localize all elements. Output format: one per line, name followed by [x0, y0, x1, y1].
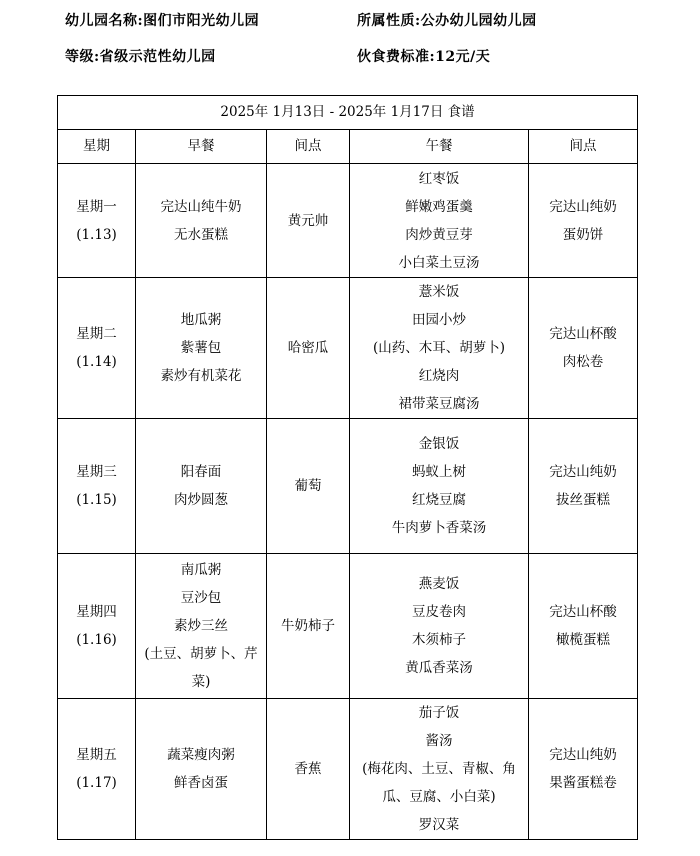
- menu-item: 素炒有机菜花: [160, 368, 242, 384]
- menu-item: 茄子饭: [418, 705, 460, 721]
- menu-item: 燕麦饭: [418, 576, 460, 592]
- nature-value: 公办幼儿园幼儿园: [420, 13, 537, 29]
- menu-item: 蚂蚁上树: [412, 464, 466, 480]
- menu-item: 南瓜粥: [180, 562, 222, 578]
- menu-item: 牛奶柿子: [281, 618, 335, 634]
- menu-item: 肉松卷: [562, 354, 604, 370]
- menu-item: 完达山纯奶: [549, 198, 617, 215]
- breakfast-cell: [136, 164, 267, 278]
- menu-item: 菜): [191, 674, 211, 690]
- menu-table: [57, 95, 638, 840]
- menu-item: 红烧豆腐: [412, 492, 466, 508]
- menu-item: 薏米饭: [418, 284, 460, 300]
- menu-item: 豆皮卷肉: [412, 604, 466, 620]
- menu-item: 田园小炒: [412, 312, 466, 328]
- name-label: 幼儿园名称:: [65, 13, 144, 29]
- menu-item: 鲜嫩鸡蛋羹: [405, 198, 473, 215]
- menu-item: 完达山杯酸: [549, 604, 617, 620]
- level-label: 等级:: [65, 49, 100, 65]
- breakfast-cell: [136, 554, 267, 699]
- lunch-cell: [350, 278, 529, 419]
- menu-item: 阳春面: [180, 464, 222, 480]
- menu-item: 完达山杯酸: [549, 326, 617, 342]
- weekday-label: 星期四: [76, 604, 117, 620]
- menu-item: 地瓜粥: [180, 312, 222, 328]
- weekday-label: 星期一: [76, 198, 117, 215]
- menu-item: 豆沙包: [180, 590, 222, 606]
- menu-item: (土豆、胡萝卜、芹: [144, 646, 258, 662]
- weekday-label: 星期二: [76, 326, 117, 342]
- menu-item: 蔬菜瘦肉粥: [167, 747, 235, 763]
- snack-cell: [267, 419, 350, 554]
- menu-item: 香蕉: [294, 761, 322, 777]
- meal-fee: [357, 46, 490, 66]
- date-label: (1.14): [76, 354, 117, 370]
- weekday-cell: [58, 554, 136, 699]
- weekday-label: 星期五: [76, 747, 117, 763]
- menu-item: 哈密瓜: [287, 340, 329, 356]
- lunch-cell: [350, 699, 529, 840]
- table-row: [58, 699, 638, 840]
- table-row: [58, 419, 638, 554]
- menu-item: 红烧肉: [418, 368, 460, 384]
- menu-item: 瓜、豆腐、小白菜): [382, 789, 496, 805]
- menu-item: 鲜香卤蛋: [174, 775, 228, 791]
- menu-item: 完达山纯牛奶: [160, 198, 242, 215]
- weekday-cell: [58, 164, 136, 278]
- snack-cell: [267, 278, 350, 419]
- menu-item: 蛋奶饼: [562, 226, 604, 243]
- afternoon-snack-cell: [529, 419, 638, 554]
- breakfast-cell: [136, 699, 267, 840]
- kindergarten-nature: [357, 10, 537, 30]
- fee-label: 伙食费标准:: [357, 49, 436, 65]
- name-value: 图们市阳光幼儿园: [143, 13, 260, 29]
- afternoon-snack-cell: [529, 278, 638, 419]
- table-row: [58, 164, 638, 278]
- menu-item: 酱汤: [425, 733, 453, 749]
- column-header-afternoon-snack: 间点: [529, 130, 638, 164]
- menu-item: 裙带菜豆腐汤: [398, 396, 480, 412]
- menu-item: 果酱蛋糕卷: [549, 775, 617, 791]
- menu-item: 小白菜土豆汤: [398, 254, 480, 271]
- column-header-breakfast: 早餐: [136, 130, 267, 164]
- menu-item: 罗汉菜: [418, 817, 460, 833]
- menu-item: 木须柿子: [412, 632, 466, 648]
- table-row: [58, 554, 638, 699]
- breakfast-cell: [136, 278, 267, 419]
- column-header-weekday: 星期: [58, 130, 136, 164]
- menu-item: 黄瓜香菜汤: [405, 660, 473, 676]
- menu-item: 黄元帅: [287, 212, 329, 229]
- date-label: (1.15): [76, 492, 117, 508]
- menu-item: (梅花肉、土豆、青椒、角: [362, 761, 516, 777]
- table-row: [58, 278, 638, 419]
- afternoon-snack-cell: [529, 554, 638, 699]
- breakfast-cell: [136, 419, 267, 554]
- snack-cell: [267, 164, 350, 278]
- date-label: (1.13): [76, 226, 117, 243]
- menu-item: 肉炒圆葱: [174, 492, 228, 508]
- menu-item: (山药、木耳、胡萝卜): [372, 340, 506, 356]
- level-value: 省级示范性幼儿园: [99, 49, 216, 65]
- fee-value: 12元/天: [435, 49, 491, 65]
- menu-item: 肉炒黄豆芽: [405, 226, 473, 243]
- weekday-cell: [58, 419, 136, 554]
- menu-item: 紫薯包: [180, 340, 222, 356]
- weekday-label: 星期三: [76, 464, 117, 480]
- menu-item: 红枣饭: [418, 170, 460, 187]
- menu-item: 橄榄蛋糕: [556, 632, 611, 648]
- afternoon-snack-cell: [529, 164, 638, 278]
- afternoon-snack-cell: [529, 699, 638, 840]
- date-label: (1.16): [76, 632, 117, 648]
- menu-title: 2025年 1月13日 - 2025年 1月17日 食谱: [58, 96, 638, 130]
- snack-cell: [267, 699, 350, 840]
- kindergarten-level: [65, 46, 216, 66]
- menu-item: 葡萄: [294, 478, 322, 494]
- menu-item: 无水蛋糕: [174, 226, 228, 243]
- column-header-snack: 间点: [267, 130, 350, 164]
- menu-item: 牛肉萝卜香菜汤: [391, 520, 487, 536]
- kindergarten-name: [65, 10, 259, 30]
- menu-item: 金银饭: [418, 436, 460, 452]
- lunch-cell: [350, 164, 529, 278]
- weekday-cell: [58, 699, 136, 840]
- column-header-lunch: 午餐: [350, 130, 529, 164]
- lunch-cell: [350, 419, 529, 554]
- menu-item: 完达山纯奶: [549, 747, 617, 763]
- nature-label: 所属性质:: [357, 13, 421, 29]
- menu-item: 拔丝蛋糕: [556, 492, 611, 508]
- snack-cell: [267, 554, 350, 699]
- date-label: (1.17): [76, 775, 117, 791]
- menu-item: 完达山纯奶: [549, 464, 617, 480]
- weekday-cell: [58, 278, 136, 419]
- lunch-cell: [350, 554, 529, 699]
- menu-item: 素炒三丝: [174, 618, 228, 634]
